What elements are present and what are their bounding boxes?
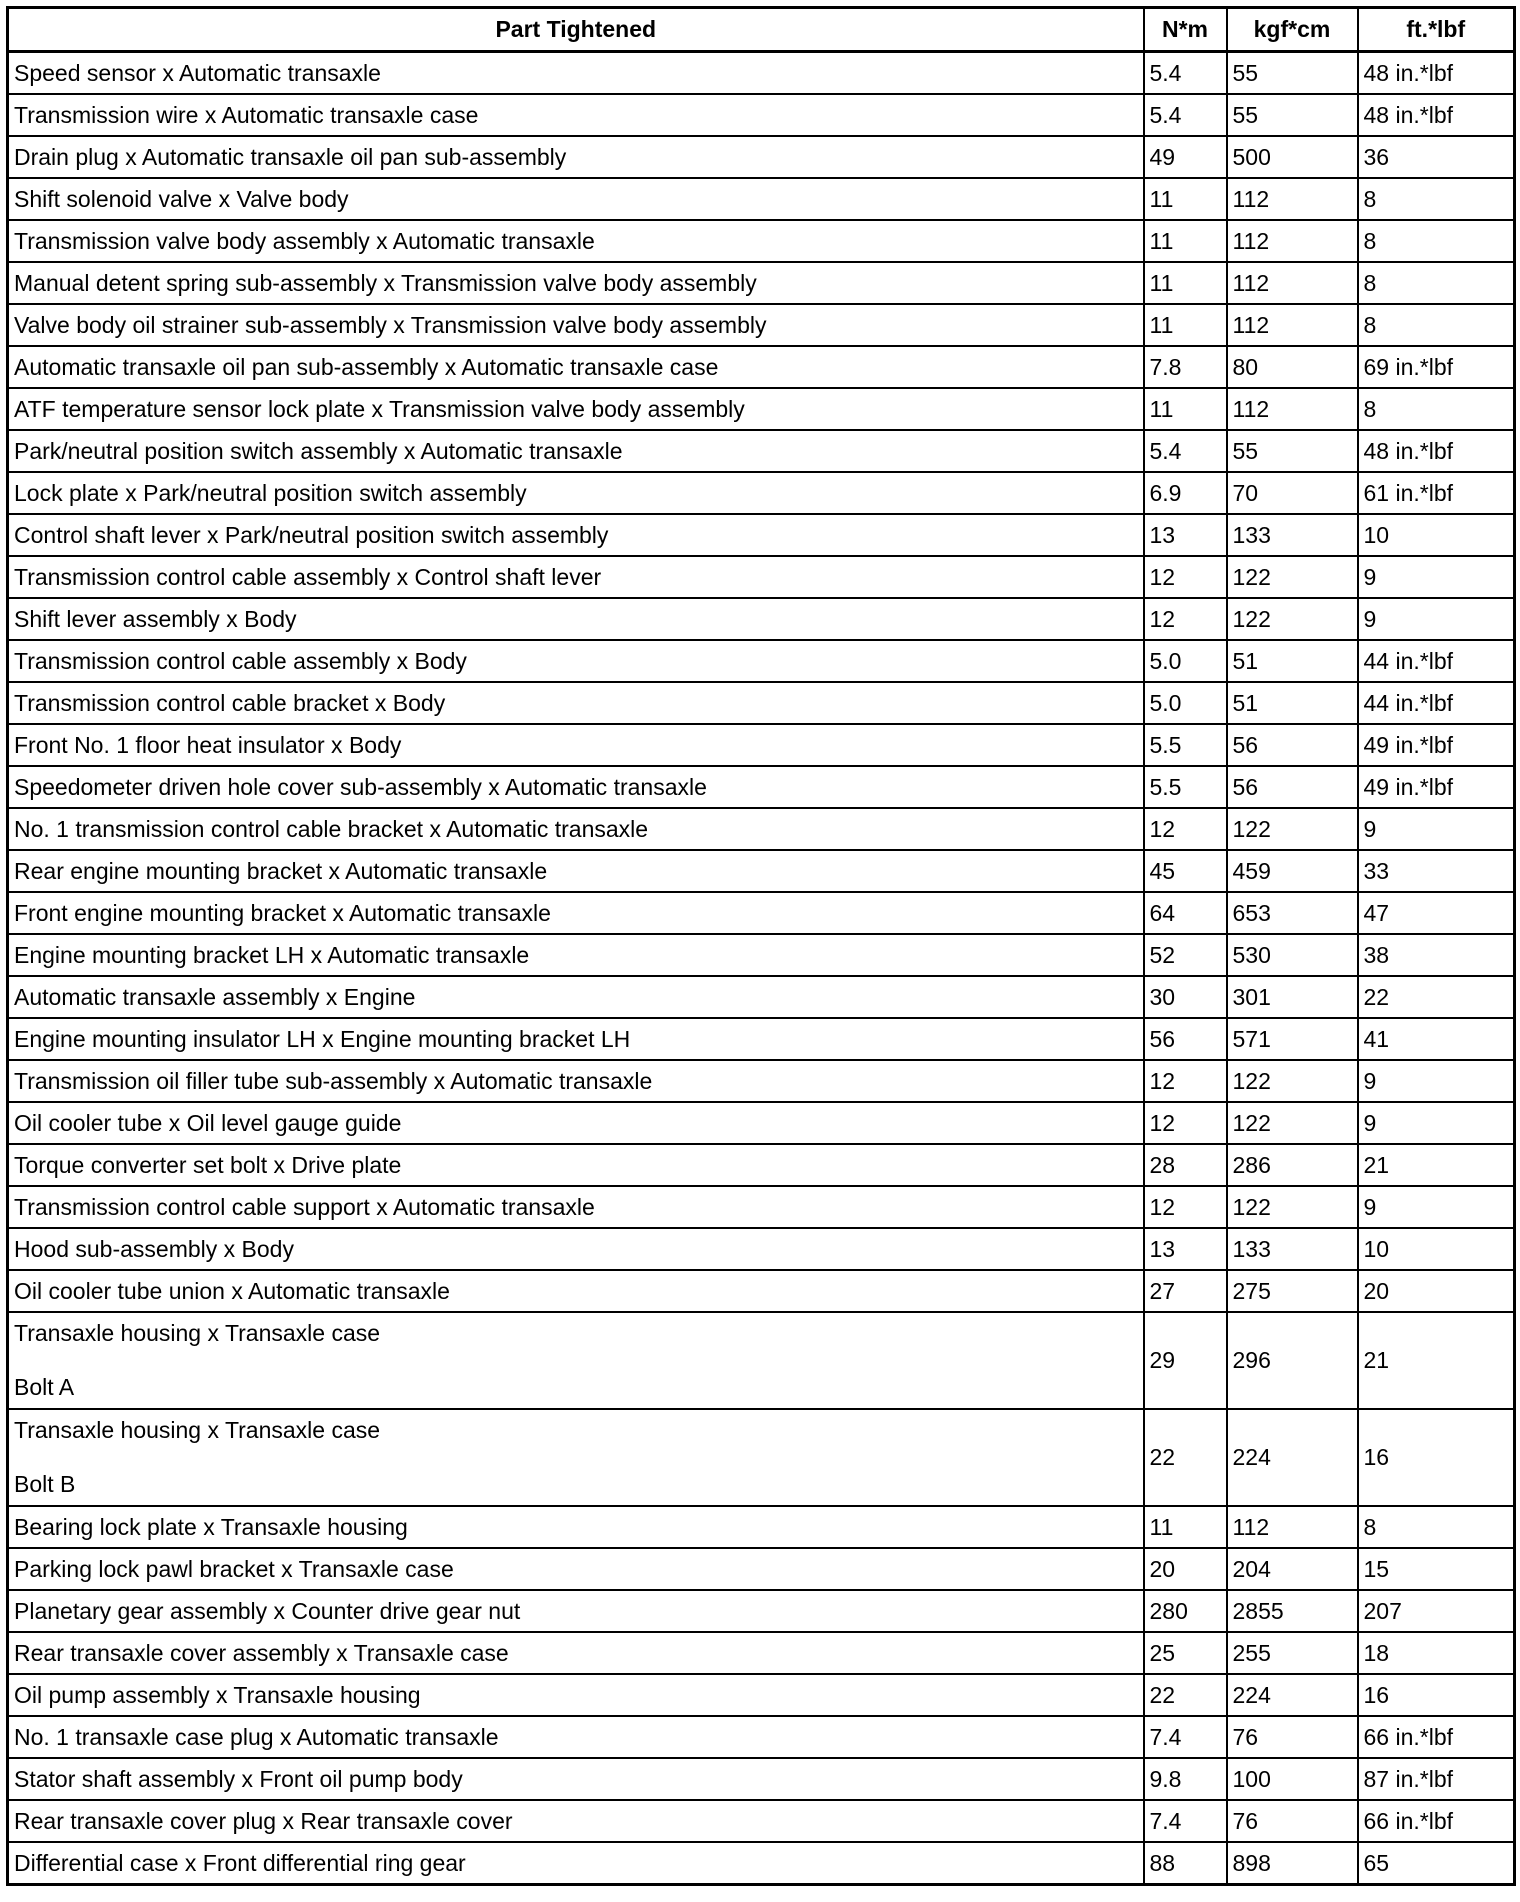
ftlbf-cell: 48 in.*lbf [1358, 430, 1515, 472]
part-tightened-cell: Speedometer driven hole cover sub-assembly x Automatic transaxle [8, 766, 1144, 808]
ftlbf-cell: 21 [1358, 1312, 1515, 1409]
table-row [8, 1312, 1515, 1409]
kgfcm-cell: 898 [1227, 1842, 1358, 1885]
nm-cell: 11 [1144, 304, 1227, 346]
table-row [8, 472, 1515, 514]
part-tightened-cell: Transmission wire x Automatic transaxle case [8, 94, 1144, 136]
nm-cell: 64 [1144, 892, 1227, 934]
table-row [8, 682, 1515, 724]
kgfcm-cell: 459 [1227, 850, 1358, 892]
kgfcm-cell: 122 [1227, 1060, 1358, 1102]
nm-cell: 20 [1144, 1548, 1227, 1590]
ftlbf-cell: 21 [1358, 1144, 1515, 1186]
table-row [8, 1674, 1515, 1716]
kgfcm-cell: 204 [1227, 1548, 1358, 1590]
part-tightened-cell: Drain plug x Automatic transaxle oil pan sub-assembly [8, 136, 1144, 178]
ftlbf-cell: 8 [1358, 220, 1515, 262]
nm-cell: 12 [1144, 808, 1227, 850]
nm-cell: 12 [1144, 1060, 1227, 1102]
table-row [8, 1186, 1515, 1228]
part-name: Transaxle housing x Transaxle case [14, 1416, 381, 1443]
header-part-tightened: Part Tightened [8, 8, 1144, 52]
nm-cell: 22 [1144, 1674, 1227, 1716]
table-row [8, 220, 1515, 262]
table-row [8, 1758, 1515, 1800]
ftlbf-cell: 36 [1358, 136, 1515, 178]
kgfcm-cell: 133 [1227, 1228, 1358, 1270]
kgfcm-cell: 133 [1227, 514, 1358, 556]
part-tightened-cell: Rear transaxle cover plug x Rear transaxle cover [8, 1800, 1144, 1842]
part-tightened-cell: ATF temperature sensor lock plate x Transmission valve body assembly [8, 388, 1144, 430]
part-tightened-cell: Front No. 1 floor heat insulator x Body [8, 724, 1144, 766]
torque-spec-table-container [6, 6, 1516, 1886]
part-tightened-cell [8, 1409, 1144, 1506]
torque-spec-table [6, 6, 1516, 1886]
nm-cell: 12 [1144, 556, 1227, 598]
table-row [8, 388, 1515, 430]
ftlbf-cell: 65 [1358, 1842, 1515, 1885]
ftlbf-cell: 44 in.*lbf [1358, 682, 1515, 724]
table-row [8, 1590, 1515, 1632]
part-tightened-cell: Bearing lock plate x Transaxle housing [8, 1506, 1144, 1548]
part-tightened-cell: Automatic transaxle oil pan sub-assembly x Automatic transaxle case [8, 346, 1144, 388]
part-tightened-cell: Transmission control cable assembly x Control shaft lever [8, 556, 1144, 598]
kgfcm-cell: 100 [1227, 1758, 1358, 1800]
table-row [8, 1060, 1515, 1102]
ftlbf-cell: 10 [1358, 1228, 1515, 1270]
part-tightened-cell: Transmission valve body assembly x Automatic transaxle [8, 220, 1144, 262]
kgfcm-cell: 51 [1227, 682, 1358, 724]
kgfcm-cell: 122 [1227, 808, 1358, 850]
part-tightened-cell: Speed sensor x Automatic transaxle [8, 52, 1144, 95]
nm-cell: 30 [1144, 976, 1227, 1018]
nm-cell: 5.0 [1144, 682, 1227, 724]
part-tightened-cell: Transmission control cable support x Automatic transaxle [8, 1186, 1144, 1228]
ftlbf-cell: 9 [1358, 1102, 1515, 1144]
ftlbf-cell: 61 in.*lbf [1358, 472, 1515, 514]
table-row [8, 1018, 1515, 1060]
part-tightened-cell: Rear engine mounting bracket x Automatic transaxle [8, 850, 1144, 892]
nm-cell: 11 [1144, 388, 1227, 430]
nm-cell: 12 [1144, 1102, 1227, 1144]
part-tightened-cell: Control shaft lever x Park/neutral position switch assembly [8, 514, 1144, 556]
ftlbf-cell: 20 [1358, 1270, 1515, 1312]
part-tightened-cell: Torque converter set bolt x Drive plate [8, 1144, 1144, 1186]
table-row [8, 1800, 1515, 1842]
part-tightened-cell: Park/neutral position switch assembly x Automatic transaxle [8, 430, 1144, 472]
nm-cell: 27 [1144, 1270, 1227, 1312]
table-row [8, 136, 1515, 178]
kgfcm-cell: 275 [1227, 1270, 1358, 1312]
ftlbf-cell: 47 [1358, 892, 1515, 934]
kgfcm-cell: 76 [1227, 1800, 1358, 1842]
nm-cell: 11 [1144, 220, 1227, 262]
table-row [8, 1409, 1515, 1506]
nm-cell: 7.8 [1144, 346, 1227, 388]
ftlbf-cell: 18 [1358, 1632, 1515, 1674]
nm-cell: 13 [1144, 514, 1227, 556]
nm-cell: 52 [1144, 934, 1227, 976]
nm-cell: 5.4 [1144, 430, 1227, 472]
ftlbf-cell: 48 in.*lbf [1358, 94, 1515, 136]
part-tightened-cell: Oil pump assembly x Transaxle housing [8, 1674, 1144, 1716]
ftlbf-cell: 8 [1358, 388, 1515, 430]
ftlbf-cell: 16 [1358, 1409, 1515, 1506]
table-row [8, 1548, 1515, 1590]
nm-cell: 12 [1144, 598, 1227, 640]
part-tightened-cell: Hood sub-assembly x Body [8, 1228, 1144, 1270]
table-row [8, 262, 1515, 304]
kgfcm-cell: 55 [1227, 94, 1358, 136]
part-tightened-cell: Automatic transaxle assembly x Engine [8, 976, 1144, 1018]
part-tightened-cell: Shift solenoid valve x Valve body [8, 178, 1144, 220]
table-row [8, 934, 1515, 976]
part-tightened-cell: Engine mounting insulator LH x Engine mounting bracket LH [8, 1018, 1144, 1060]
part-tightened-cell: No. 1 transaxle case plug x Automatic transaxle [8, 1716, 1144, 1758]
kgfcm-cell: 112 [1227, 178, 1358, 220]
nm-cell: 11 [1144, 262, 1227, 304]
table-row [8, 724, 1515, 766]
kgfcm-cell: 653 [1227, 892, 1358, 934]
ftlbf-cell: 49 in.*lbf [1358, 724, 1515, 766]
ftlbf-cell: 9 [1358, 598, 1515, 640]
nm-cell: 5.4 [1144, 52, 1227, 95]
ftlbf-cell: 8 [1358, 178, 1515, 220]
ftlbf-cell: 33 [1358, 850, 1515, 892]
ftlbf-cell: 207 [1358, 1590, 1515, 1632]
ftlbf-cell: 41 [1358, 1018, 1515, 1060]
kgfcm-cell: 112 [1227, 1506, 1358, 1548]
nm-cell: 9.8 [1144, 1758, 1227, 1800]
ftlbf-cell: 9 [1358, 1186, 1515, 1228]
ftlbf-cell: 87 in.*lbf [1358, 1758, 1515, 1800]
table-row [8, 598, 1515, 640]
nm-cell: 56 [1144, 1018, 1227, 1060]
table-row [8, 766, 1515, 808]
kgfcm-cell: 80 [1227, 346, 1358, 388]
part-tightened-cell: Oil cooler tube x Oil level gauge guide [8, 1102, 1144, 1144]
ftlbf-cell: 66 in.*lbf [1358, 1800, 1515, 1842]
ftlbf-cell: 9 [1358, 556, 1515, 598]
part-tightened-cell: Planetary gear assembly x Counter drive gear nut [8, 1590, 1144, 1632]
nm-cell: 280 [1144, 1590, 1227, 1632]
table-row [8, 304, 1515, 346]
part-tightened-cell: No. 1 transmission control cable bracket x Automatic transaxle [8, 808, 1144, 850]
nm-cell: 11 [1144, 178, 1227, 220]
kgfcm-cell: 122 [1227, 1186, 1358, 1228]
table-row [8, 1144, 1515, 1186]
bolt-label: Bolt A [14, 1373, 75, 1400]
table-row [8, 892, 1515, 934]
kgfcm-cell: 56 [1227, 766, 1358, 808]
nm-cell: 49 [1144, 136, 1227, 178]
table-row [8, 1632, 1515, 1674]
kgfcm-cell: 76 [1227, 1716, 1358, 1758]
part-tightened-cell: Manual detent spring sub-assembly x Transmission valve body assembly [8, 262, 1144, 304]
table-row [8, 1842, 1515, 1885]
part-tightened-cell: Stator shaft assembly x Front oil pump body [8, 1758, 1144, 1800]
nm-cell: 5.0 [1144, 640, 1227, 682]
part-tightened-cell: Lock plate x Park/neutral position switch assembly [8, 472, 1144, 514]
table-row [8, 556, 1515, 598]
ftlbf-cell: 8 [1358, 262, 1515, 304]
part-tightened-cell [8, 1312, 1144, 1409]
part-tightened-cell: Parking lock pawl bracket x Transaxle case [8, 1548, 1144, 1590]
kgfcm-cell: 255 [1227, 1632, 1358, 1674]
table-row [8, 430, 1515, 472]
kgfcm-cell: 224 [1227, 1674, 1358, 1716]
part-tightened-cell: Transmission oil filler tube sub-assembly x Automatic transaxle [8, 1060, 1144, 1102]
table-row [8, 850, 1515, 892]
table-row [8, 640, 1515, 682]
table-row [8, 52, 1515, 95]
part-tightened-cell: Shift lever assembly x Body [8, 598, 1144, 640]
nm-cell: 12 [1144, 1186, 1227, 1228]
ftlbf-cell: 10 [1358, 514, 1515, 556]
nm-cell: 6.9 [1144, 472, 1227, 514]
part-tightened-cell: Transmission control cable assembly x Body [8, 640, 1144, 682]
table-row [8, 1228, 1515, 1270]
header-kgfcm: kgf*cm [1227, 8, 1358, 52]
table-row [8, 94, 1515, 136]
header-nm: N*m [1144, 8, 1227, 52]
kgfcm-cell: 51 [1227, 640, 1358, 682]
part-tightened-cell: Differential case x Front differential ring gear [8, 1842, 1144, 1885]
kgfcm-cell: 296 [1227, 1312, 1358, 1409]
kgfcm-cell: 122 [1227, 598, 1358, 640]
table-row [8, 1506, 1515, 1548]
ftlbf-cell: 9 [1358, 1060, 1515, 1102]
kgfcm-cell: 286 [1227, 1144, 1358, 1186]
ftlbf-cell: 8 [1358, 1506, 1515, 1548]
part-tightened-cell: Oil cooler tube union x Automatic transaxle [8, 1270, 1144, 1312]
kgfcm-cell: 112 [1227, 304, 1358, 346]
nm-cell: 5.5 [1144, 766, 1227, 808]
table-row [8, 808, 1515, 850]
ftlbf-cell: 49 in.*lbf [1358, 766, 1515, 808]
ftlbf-cell: 16 [1358, 1674, 1515, 1716]
table-row [8, 976, 1515, 1018]
kgfcm-cell: 112 [1227, 262, 1358, 304]
table-row [8, 1102, 1515, 1144]
table-row [8, 178, 1515, 220]
nm-cell: 25 [1144, 1632, 1227, 1674]
ftlbf-cell: 69 in.*lbf [1358, 346, 1515, 388]
part-tightened-cell: Valve body oil strainer sub-assembly x Transmission valve body assembly [8, 304, 1144, 346]
kgfcm-cell: 500 [1227, 136, 1358, 178]
nm-cell: 11 [1144, 1506, 1227, 1548]
ftlbf-cell: 38 [1358, 934, 1515, 976]
kgfcm-cell: 2855 [1227, 1590, 1358, 1632]
part-tightened-cell: Front engine mounting bracket x Automatic transaxle [8, 892, 1144, 934]
kgfcm-cell: 530 [1227, 934, 1358, 976]
table-row [8, 346, 1515, 388]
nm-cell: 28 [1144, 1144, 1227, 1186]
bolt-label: Bolt B [14, 1470, 76, 1497]
nm-cell: 22 [1144, 1409, 1227, 1506]
kgfcm-cell: 55 [1227, 430, 1358, 472]
ftlbf-cell: 8 [1358, 304, 1515, 346]
table-body [8, 52, 1515, 1885]
table-row [8, 1270, 1515, 1312]
table-row [8, 1716, 1515, 1758]
table-header-row [8, 8, 1515, 52]
kgfcm-cell: 55 [1227, 52, 1358, 95]
nm-cell: 5.4 [1144, 94, 1227, 136]
kgfcm-cell: 122 [1227, 556, 1358, 598]
nm-cell: 13 [1144, 1228, 1227, 1270]
ftlbf-cell: 44 in.*lbf [1358, 640, 1515, 682]
ftlbf-cell: 66 in.*lbf [1358, 1716, 1515, 1758]
ftlbf-cell: 48 in.*lbf [1358, 52, 1515, 95]
nm-cell: 5.5 [1144, 724, 1227, 766]
kgfcm-cell: 571 [1227, 1018, 1358, 1060]
table-row [8, 514, 1515, 556]
kgfcm-cell: 112 [1227, 388, 1358, 430]
ftlbf-cell: 15 [1358, 1548, 1515, 1590]
kgfcm-cell: 301 [1227, 976, 1358, 1018]
nm-cell: 45 [1144, 850, 1227, 892]
kgfcm-cell: 224 [1227, 1409, 1358, 1506]
nm-cell: 88 [1144, 1842, 1227, 1885]
nm-cell: 29 [1144, 1312, 1227, 1409]
part-tightened-cell: Transmission control cable bracket x Body [8, 682, 1144, 724]
part-tightened-cell: Rear transaxle cover assembly x Transaxle case [8, 1632, 1144, 1674]
kgfcm-cell: 70 [1227, 472, 1358, 514]
kgfcm-cell: 56 [1227, 724, 1358, 766]
part-tightened-cell: Engine mounting bracket LH x Automatic transaxle [8, 934, 1144, 976]
kgfcm-cell: 122 [1227, 1102, 1358, 1144]
nm-cell: 7.4 [1144, 1800, 1227, 1842]
ftlbf-cell: 9 [1358, 808, 1515, 850]
header-ftlbf: ft.*lbf [1358, 8, 1515, 52]
kgfcm-cell: 112 [1227, 220, 1358, 262]
part-name: Transaxle housing x Transaxle case [14, 1319, 381, 1346]
ftlbf-cell: 22 [1358, 976, 1515, 1018]
nm-cell: 7.4 [1144, 1716, 1227, 1758]
